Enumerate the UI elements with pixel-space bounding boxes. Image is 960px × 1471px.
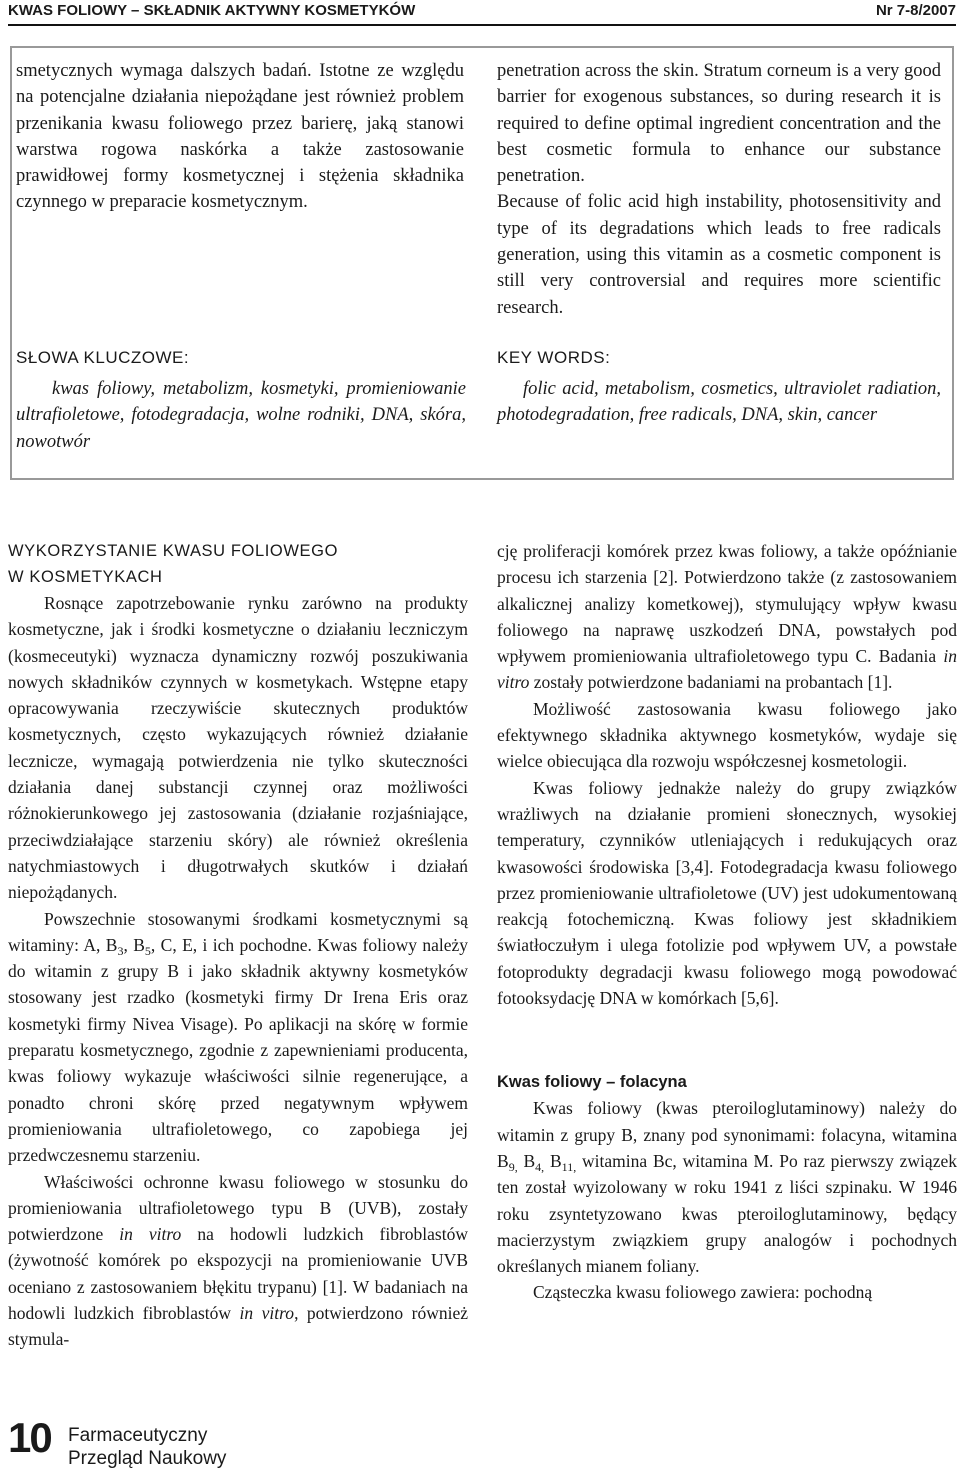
page-footer: [8, 1414, 408, 1470]
keywords-polish-text: kwas foliowy, metabolizm, kosmetyki, promieniowanie ultrafioletowe, fotodegradacja, wolne rodniki, DNA, skóra, nowotwór: [16, 379, 466, 452]
paragraph: Cząsteczka kwasu foliowego zawiera: pochodną: [533, 1282, 873, 1303]
journal-name-line-1: Farmaceutyczny: [68, 1425, 208, 1446]
paragraph: Powszechnie stosowanymi środkami kosmetycznymi są witaminy: A, $B_3$, $B_5$, C, E, i ich pochodne. Kwas foliowy należy do witamin z grupy B i jako składnik aktywny kosmetyków stosowany jest rzadko (kosmetyki firmy Dr Irena Eris oraz kosmetyki firmy Nivea Visage). Po aplikacji na skórę w formie preparatu kosmetycznego, zgodnie z zapewnieniami producenta, kwas foliowy wykazuje właściwości silnie regenerujące, a ponadto chroni skórę przed negatywnym wpływem promieniowania ultrafioletowego, co zapobiega jej przedwczesnemu starzeniu.: [8, 908, 468, 1166]
section-title-line-1: WYKORZYSTANIE KWASU FOLIOWEGO: [8, 542, 339, 560]
paragraph: Rosnące zapotrzebowanie rynku zarówno na produkty kosmetyczne, jak i środki kosmetyczne o działaniu leczniczym (kosmeceutyki) wyznacza dynamiczny rozwój poszukiwania nowych składników czynnych w kosmetykach. Wstępne etapy opracowywania rzeczywiście skutecznych produktów kosmetycznych, często wykazujących również działanie lecznicze, wymagają potwierdzenia nie tylko skuteczności działania danej substancji czynnej oraz możliwości różnokierunkowego jej zastosowania (działanie rozjaśniające, przeciwdziałające starzeniu skóry) ale również określenia natychmiastowych i długotrwałych skutków i działań niepożądanych.: [8, 593, 468, 903]
page-header: [8, 0, 956, 27]
issue-number: Nr 7-8/2007: [875, 2, 956, 19]
abstract-polish-text: smetycznych wymaga dalszych badań. Istotne ze względu na potencjalne działania niepożądane jest również problem przenikania kwasu foliowego przez barierę, jaką stanowi warstwa rogowa naskórka a także zastosowanie prawidłowej formy kosmetycznej i stężenia składnika czynnego w preparacie kosmetycznym.: [16, 61, 464, 213]
paragraph: Kwas foliowy jednakże należy do grupy związków wrażliwych na działanie promieni słonecznych, wysokiej temperatury, czynników utleniających i redukujących oraz kwasowości środowiska [3,4]. Fotodegradacja kwasu foliowego przez promieniowanie ultrafioletowe (UV) jest udokumentowaną reakcją fotochemiczną. Kwas foliowy jest składnikiem światłoczułym i ulega fotolizie pod wpływem UV, a powstałe fotoprodukty degradacji kwasu foliowego mogą powodować fotooksydację DNA w komórkach [5,6].: [497, 777, 957, 1009]
abstract-english-text-1: penetration across the skin. Stratum corneum is a very good barrier for exogenous substances, so during research it is required to define optimal ingredient concentration and the best cosmetic formula to enhance our substance penetration.: [497, 61, 941, 187]
abstract-english: [497, 58, 941, 321]
subsection-title: Kwas foliowy – folacyna: [497, 1073, 687, 1092]
header-rule: [8, 24, 956, 26]
paragraph: cję proliferacji komórek przez kwas foliowy, a także opóźnianie procesu ich starzenia [2]. Potwierdzono także (z zastosowaniem alkalicznej analizy kometkowej), stymulujący wpływ kwasu foliowego na naprawę uszkodzeń DNA, powstałych pod wpływem promieniowania ultrafioletowego typu C. Badania in vitro zostały potwierdzone badaniami na probantach [1].: [497, 541, 957, 693]
keywords-english-text: folic acid, metabolism, cosmetics, ultraviolet radiation, photodegradation, free radicals, DNA, skin, cancer: [497, 379, 941, 426]
paragraph: Kwas foliowy (kwas pteroiloglutaminowy) należy do witamin z grupy B, znany pod synonimami: folacyna, witamina $B_{9,}$ $B_{4,}$ $B_{11,}$ witamina Bc, witamina M. Po raz pierwszy związek ten został wyizolowany w roku 1941 z liści szpinaku. W 1946 roku zsyntetyzowano kwas pteroiloglutaminowy, będący macierzystym związkiem grupy analogów i pochodnych określanych mianem foliany.: [497, 1098, 957, 1277]
section-title-line-2: W KOSMETYKACH: [8, 568, 163, 586]
journal-name: [68, 1424, 226, 1470]
abstract-polish: [16, 58, 464, 216]
abstract-english-text-2: Because of folic acid high instability, photosensitivity and type of its degradations which leads to free radicals generation, using this vitamin as a cosmetic component is still very controversial and requires more scientific research.: [497, 192, 941, 318]
journal-name-line-2: Przegląd Naukowy: [68, 1448, 227, 1469]
running-title: KWAS FOLIOWY – SKŁADNIK AKTYWNY KOSMETYKÓW: [8, 2, 416, 19]
article-column-right: [497, 538, 957, 1306]
article-column-left: [8, 538, 468, 1353]
keywords-english-label: KEY WORDS:: [497, 348, 611, 367]
paragraph: Możliwość zastosowania kwasu foliowego jako efektywnego składnika aktywnego kosmetyków, wydaje się wielce obiecująca dla rozwoju współczesnej kosmetologii.: [497, 698, 957, 772]
section-title: [8, 538, 468, 590]
page-number: 10: [8, 1414, 51, 1461]
paragraph: Właściwości ochronne kwasu foliowego w stosunku do promieniowania ultrafioletowego typu B (UVB), zostały potwierdzone in vitro na hodowli ludzkich fibroblastów (żywotność komórek po ekspozycji na promieniowanie UVB oceniano z zastosowaniem błękitu trypanu) [1]. W badaniach na hodowli ludzkich fibroblastów in vitro, potwierdzono również stymula-: [8, 1171, 469, 1350]
keywords-polish-label: SŁOWA KLUCZOWE:: [16, 348, 190, 367]
